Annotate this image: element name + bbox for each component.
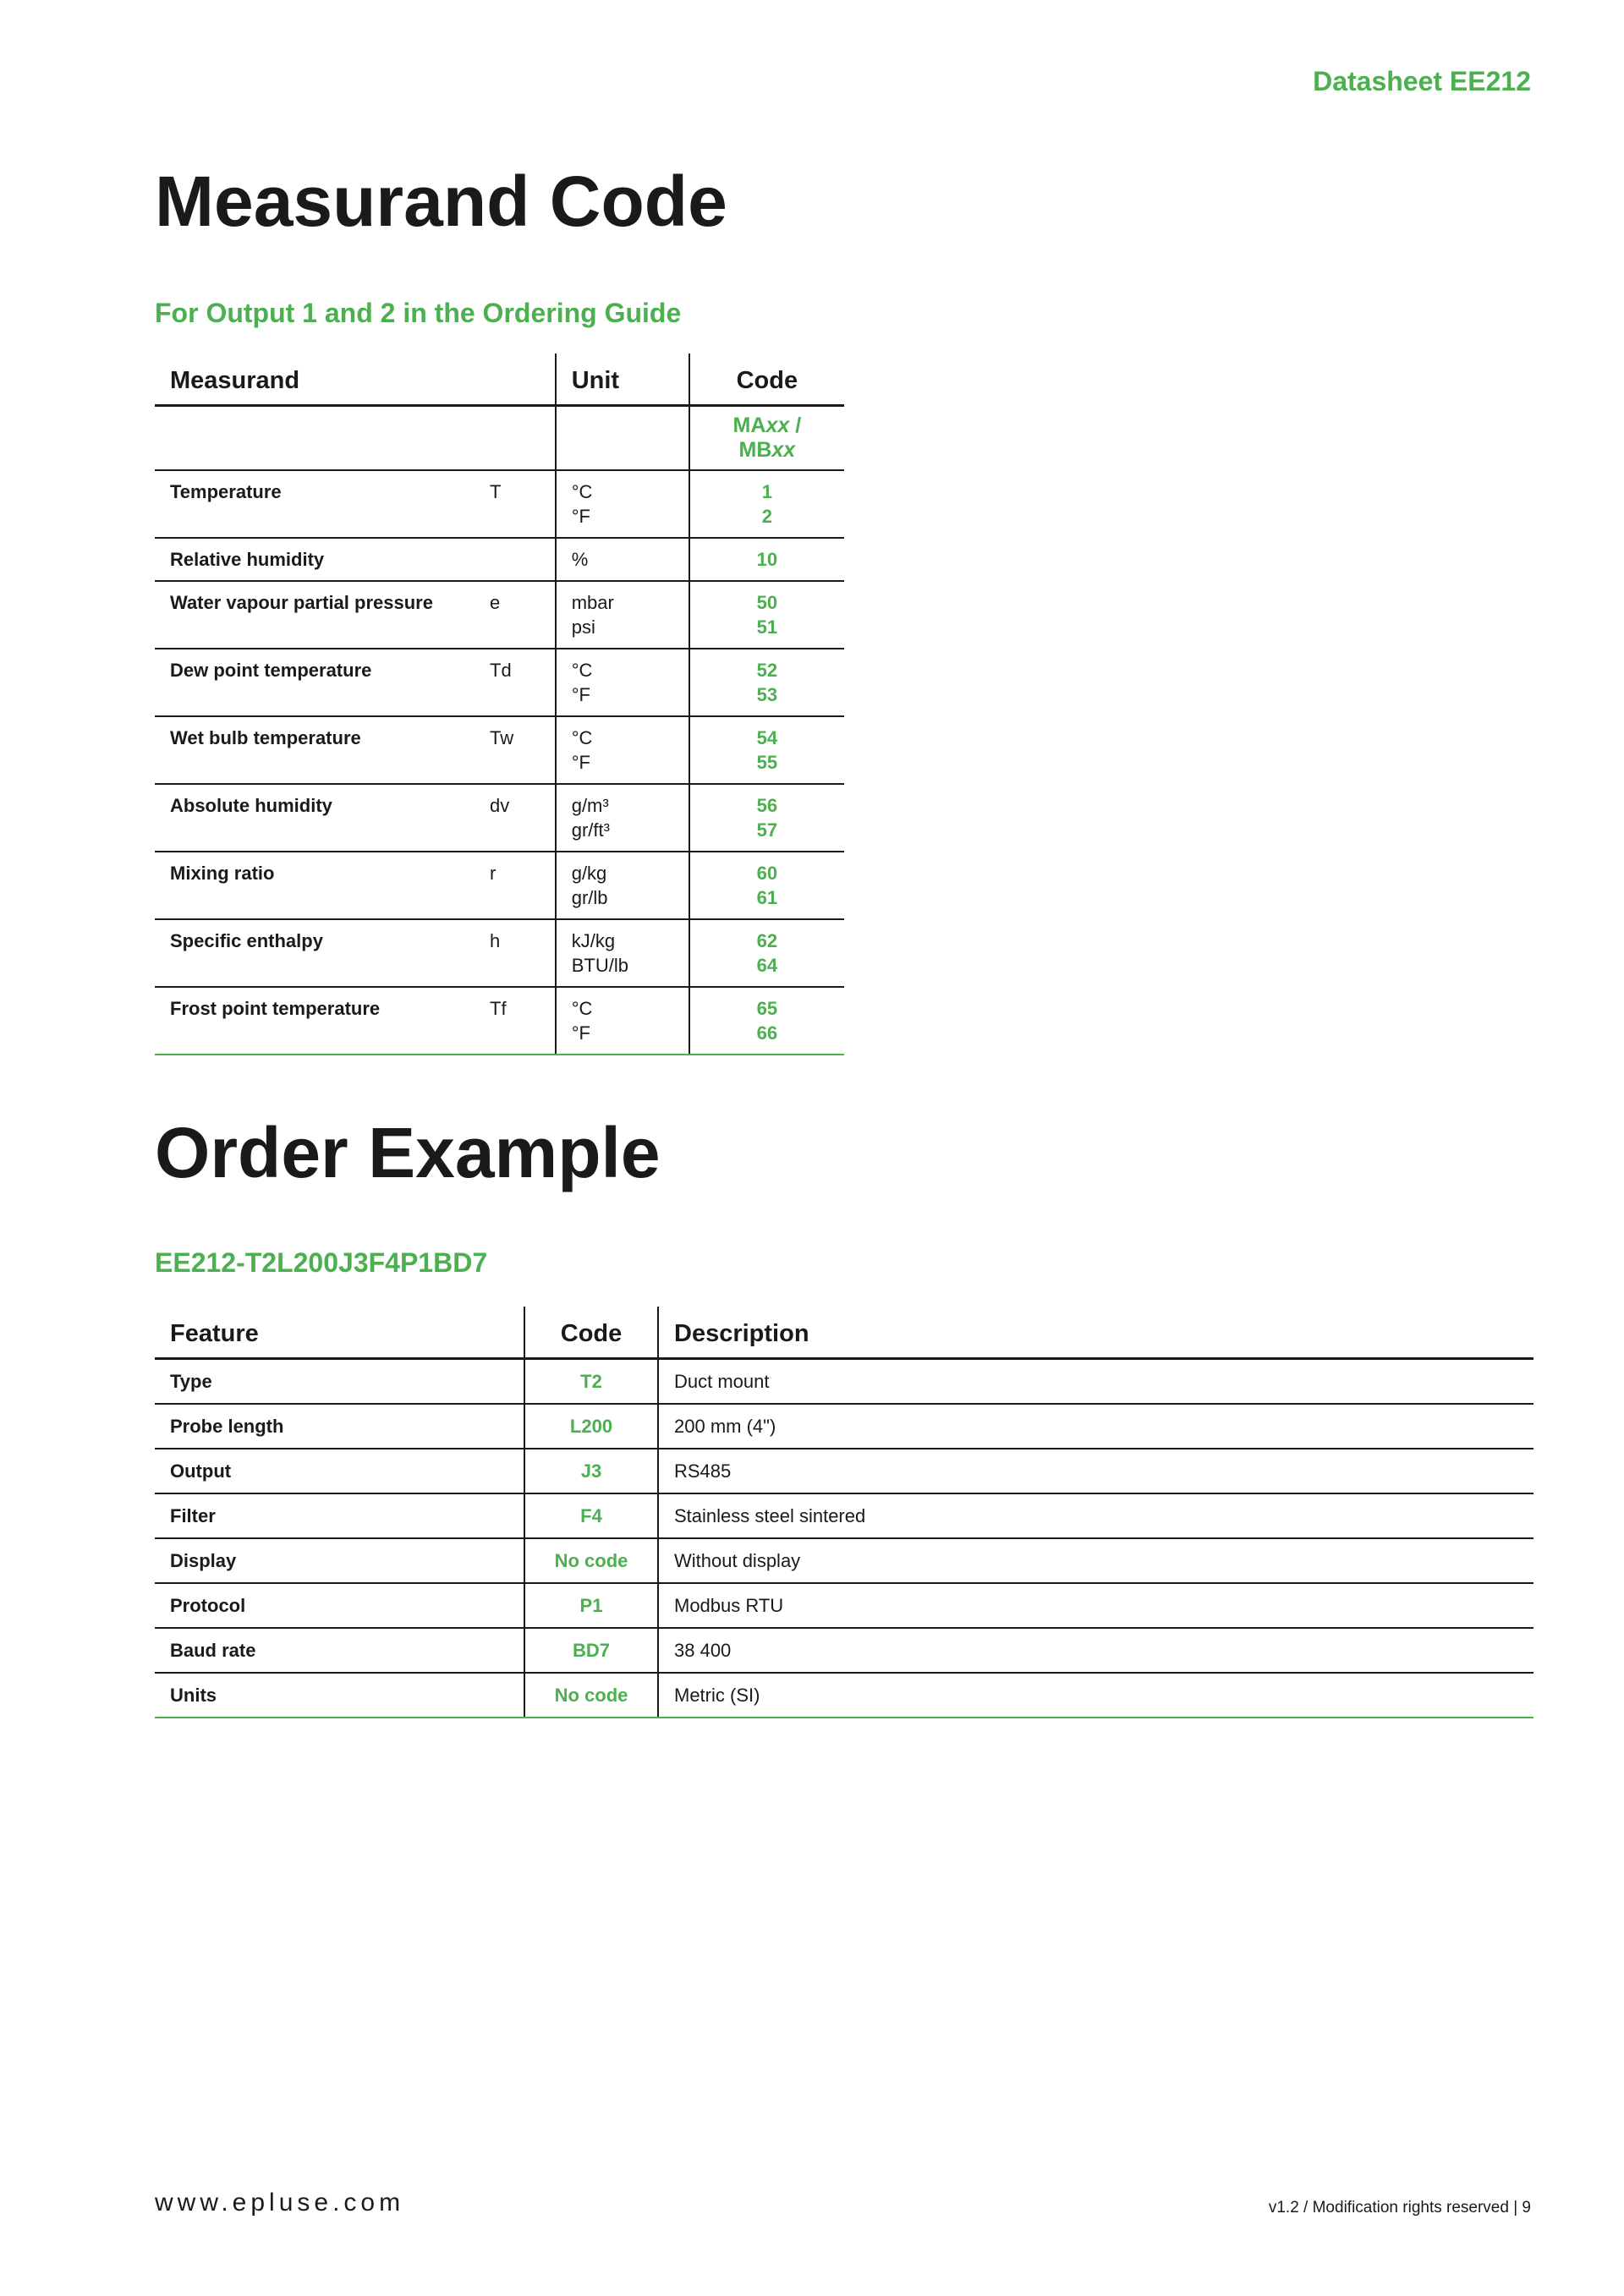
measurand-name: Relative humidity — [155, 538, 490, 581]
column-header-description: Description — [658, 1307, 1533, 1359]
footer-url[interactable]: www.epluse.com — [155, 2189, 405, 2217]
measurand-name: Specific enthalpy — [155, 919, 490, 987]
order-code-value: P1 — [524, 1583, 658, 1628]
measurand-units — [556, 716, 689, 784]
measurand-codes — [689, 649, 844, 716]
order-example-heading: Order Example — [155, 1113, 661, 1192]
measurand-name: Mixing ratio — [155, 852, 490, 919]
order-row — [155, 1583, 1533, 1628]
order-description: RS485 — [658, 1449, 1533, 1493]
order-description: Duct mount — [658, 1359, 1533, 1405]
measurand-units — [556, 538, 689, 581]
measurand-row — [155, 784, 844, 852]
order-feature: Baud rate — [155, 1628, 524, 1673]
measurand-code-heading: Measurand Code — [155, 162, 727, 241]
measurand-subtitle: For Output 1 and 2 in the Ordering Guide — [155, 298, 682, 328]
order-row — [155, 1359, 1533, 1405]
measurand-codes — [689, 919, 844, 987]
code-value: 66 — [756, 1022, 778, 1044]
order-code-value: F4 — [524, 1493, 658, 1538]
measurand-units — [556, 649, 689, 716]
measurand-name: Absolute humidity — [155, 784, 490, 852]
unit-value: gr/lb — [571, 887, 608, 908]
measurand-units — [556, 919, 689, 987]
measurand-codes — [689, 538, 844, 581]
unit-value: % — [571, 549, 589, 570]
code-value: 55 — [756, 752, 778, 773]
order-description: Stainless steel sintered — [658, 1493, 1533, 1538]
order-row — [155, 1493, 1533, 1538]
order-description: Metric (SI) — [658, 1673, 1533, 1718]
measurand-symbol: Td — [490, 649, 556, 716]
column-header-unit: Unit — [556, 353, 689, 406]
code-value: 61 — [756, 887, 778, 908]
unit-value: °F — [571, 1022, 590, 1044]
measurand-units — [556, 987, 689, 1055]
order-row — [155, 1404, 1533, 1449]
order-feature: Protocol — [155, 1583, 524, 1628]
measurand-codes — [689, 784, 844, 852]
measurand-symbol: h — [490, 919, 556, 987]
header-title: Datasheet EE212 — [1313, 66, 1531, 96]
code-format-text: MAxx / MBxx — [732, 414, 802, 462]
unit-value: °C — [571, 481, 593, 502]
measurand-row — [155, 649, 844, 716]
measurand-name: Temperature — [155, 470, 490, 538]
order-table — [155, 1307, 1533, 1718]
measurand-codes — [689, 987, 844, 1055]
footer-version: v1.2 / Modification rights reserved | 9 — [1268, 2199, 1531, 2217]
measurand-name: Wet bulb temperature — [155, 716, 490, 784]
unit-value: BTU/lb — [571, 955, 628, 976]
code-format-label — [689, 406, 844, 471]
measurand-table — [155, 353, 844, 1055]
code-value: 60 — [756, 863, 778, 884]
unit-value: °F — [571, 684, 590, 705]
code-value: 50 — [756, 592, 778, 613]
order-code: EE212-T2L200J3F4P1BD7 — [155, 1247, 488, 1278]
measurand-codes — [689, 581, 844, 649]
measurand-row — [155, 538, 844, 581]
unit-value: mbar — [571, 592, 614, 613]
unit-value: g/kg — [571, 863, 607, 884]
measurand-row — [155, 470, 844, 538]
order-code-value: BD7 — [524, 1628, 658, 1673]
code-value: 1 — [761, 481, 772, 502]
column-header-code: Code — [689, 353, 844, 406]
code-value: 64 — [756, 955, 778, 976]
measurand-name: Water vapour partial pressure — [155, 581, 490, 649]
measurand-units — [556, 581, 689, 649]
code-value: 52 — [756, 660, 778, 681]
code-value: 10 — [756, 549, 778, 570]
code-value: 51 — [756, 616, 778, 638]
code-value: 57 — [756, 819, 778, 841]
order-code-value: J3 — [524, 1449, 658, 1493]
order-description: Without display — [658, 1538, 1533, 1583]
measurand-codes — [689, 716, 844, 784]
measurand-symbol — [490, 538, 556, 581]
unit-value: psi — [571, 616, 595, 638]
order-row — [155, 1628, 1533, 1673]
measurand-symbol: Tf — [490, 987, 556, 1055]
unit-value: °C — [571, 660, 593, 681]
order-code-value: L200 — [524, 1404, 658, 1449]
measurand-row — [155, 919, 844, 987]
order-feature: Filter — [155, 1493, 524, 1538]
column-header-measurand: Measurand — [155, 353, 556, 406]
measurand-row — [155, 716, 844, 784]
measurand-codes — [689, 470, 844, 538]
order-table-header — [155, 1307, 1533, 1359]
code-value: 62 — [756, 930, 778, 951]
unit-value: kJ/kg — [571, 930, 616, 951]
order-code-value: No code — [524, 1673, 658, 1718]
measurand-row — [155, 987, 844, 1055]
order-feature: Display — [155, 1538, 524, 1583]
unit-value: g/m³ — [571, 795, 609, 816]
order-description: 200 mm (4") — [658, 1404, 1533, 1449]
measurand-units — [556, 470, 689, 538]
order-feature: Type — [155, 1359, 524, 1405]
column-header-code: Code — [524, 1307, 658, 1359]
order-row — [155, 1673, 1533, 1718]
unit-value: °F — [571, 752, 590, 773]
measurand-name: Dew point temperature — [155, 649, 490, 716]
code-value: 65 — [756, 998, 778, 1019]
order-description: 38 400 — [658, 1628, 1533, 1673]
measurand-symbol: r — [490, 852, 556, 919]
order-description: Modbus RTU — [658, 1583, 1533, 1628]
measurand-units — [556, 784, 689, 852]
code-value: 54 — [756, 727, 778, 748]
code-value: 53 — [756, 684, 778, 705]
order-code-value: T2 — [524, 1359, 658, 1405]
measurand-name: Frost point temperature — [155, 987, 490, 1055]
unit-value: °F — [571, 506, 590, 527]
measurand-row — [155, 852, 844, 919]
code-value: 2 — [761, 506, 772, 527]
unit-value: °C — [571, 727, 593, 748]
measurand-symbol: Tw — [490, 716, 556, 784]
column-header-feature: Feature — [155, 1307, 524, 1359]
measurand-codes — [689, 852, 844, 919]
code-format-row — [155, 406, 844, 471]
unit-value: °C — [571, 998, 593, 1019]
order-feature: Units — [155, 1673, 524, 1718]
measurand-symbol: e — [490, 581, 556, 649]
order-code-value: No code — [524, 1538, 658, 1583]
measurand-units — [556, 852, 689, 919]
measurand-symbol: dv — [490, 784, 556, 852]
order-feature: Probe length — [155, 1404, 524, 1449]
measurand-row — [155, 581, 844, 649]
order-row — [155, 1449, 1533, 1493]
measurand-table-header — [155, 353, 844, 406]
order-feature: Output — [155, 1449, 524, 1493]
unit-value: gr/ft³ — [571, 819, 610, 841]
code-value: 56 — [756, 795, 778, 816]
order-row — [155, 1538, 1533, 1583]
measurand-symbol: T — [490, 470, 556, 538]
